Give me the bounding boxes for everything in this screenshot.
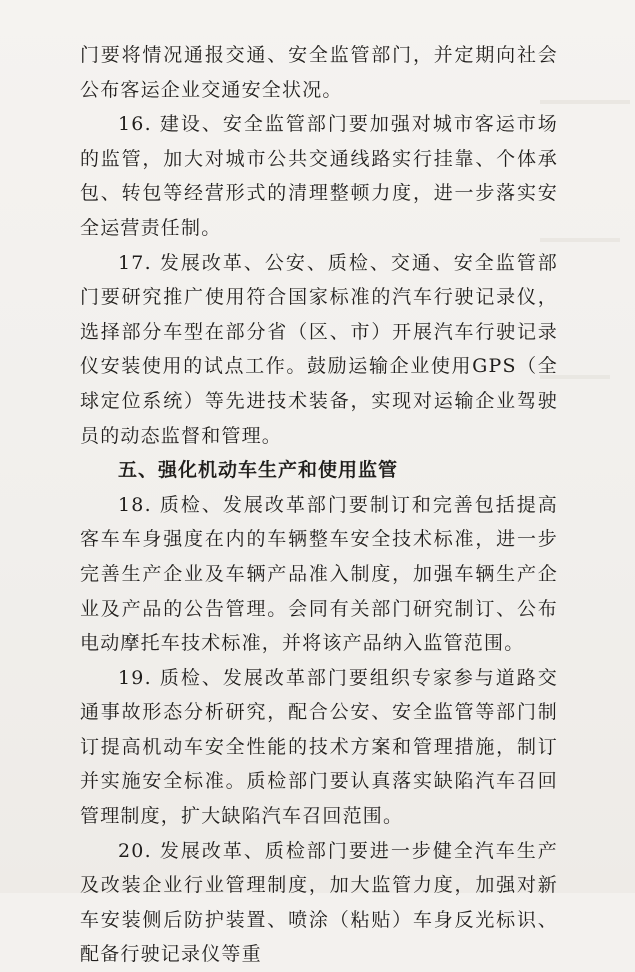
- paragraph-continued: 门要将情况通报交通、安全监管部门，并定期向社会公布客运企业交通安全状况。: [80, 44, 558, 101]
- paragraph-item-19: 19. 质检、发展改革部门要组织专家参与道路交通事故形态分析研究，配合公安、安全监管等部门制订提高机动车安全性能的技术方案和管理措施，制订并实施安全标准。质检部门要认真落实缺陷汽车召回管理制度，扩大缺陷汽车召回范围。: [80, 666, 558, 828]
- paragraph-item-20: 20. 发展改革、质检部门要进一步健全汽车生产及改装企业行业管理制度，加大监管力度，加强对新车安装侧后防护装置、喷涂（粘贴）车身反光标识、配备行驶记录仪等重: [80, 839, 558, 966]
- paragraph-item-18: 18. 质检、发展改革部门要制订和完善包括提高客车车身强度在内的车辆整车安全技术标准，进一步完善生产企业及车辆产品准入制度，加强车辆生产企业及产品的公告管理。会同有关部门研究制订、公布电动摩托车技术标准，并将该产品纳入监管范围。: [80, 493, 558, 655]
- document-body: [80, 38, 558, 972]
- paragraph-item-16: 16. 建设、安全监管部门要加强对城市客运市场的监管，加大对城市公共交通线路实行挂靠、个体承包、转包等经营形式的清理整顿力度，进一步落实安全运营责任制。: [80, 113, 558, 239]
- paragraph-item-17: 17. 发展改革、公安、质检、交通、安全监管部门要研究推广使用符合国家标准的汽车行驶记录仪，选择部分车型在部分省（区、市）开展汽车行驶记录仪安装使用的试点工作。鼓励运输企业使用GPS（全球定位系统）等先进技术装备，实现对运输企业驾驶员的动态监督和管理。: [80, 251, 558, 447]
- section-heading-5: 五、强化机动车生产和使用监管: [118, 459, 399, 482]
